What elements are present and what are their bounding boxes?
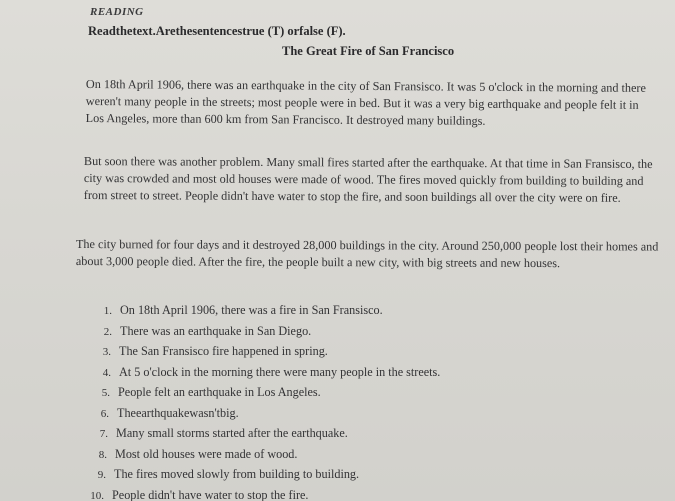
question-text: People didn't have water to stop the fire. xyxy=(112,487,309,501)
question-item xyxy=(84,465,440,486)
paragraph-3: The city burned for four days and it destroyed 28,000 buildings in the city. Around 250,000 people lost their homes and about 3,000 people died. After the fire, the people built a new city, with big streets and new houses. xyxy=(75,236,659,271)
question-item xyxy=(82,486,440,501)
question-text: At 5 o'clock in the morning there were many people in the streets. xyxy=(119,364,441,379)
question-number: 10. xyxy=(90,489,104,501)
paragraph-1: On 18th April 1906, there was an earthquake in the city of San Fransisco. It was 5 o'clock in the morning and there weren't many people in the streets; most people were in bed. But it was a very big earthquake and people felt it in Los Angeles, more than 600 km from San Francisco. It destroyed many buildings. xyxy=(85,76,646,128)
question-item xyxy=(88,383,440,404)
question-number: 1. xyxy=(103,305,112,317)
question-list xyxy=(88,301,440,501)
question-number: 6. xyxy=(100,407,109,420)
question-text: Theearthquakewasn'tbig. xyxy=(117,405,239,420)
question-text: There was an earthquake in San Diego. xyxy=(120,323,312,338)
question-text: Most old houses were made of wood. xyxy=(115,446,298,461)
question-text: People felt an earthquake in Los Angeles. xyxy=(118,385,321,399)
question-text: The San Fransisco fire happened in spring. xyxy=(119,344,328,358)
question-text: Many small storms started after the earthquake. xyxy=(116,426,348,440)
paragraph-2: But soon there was another problem. Many small fires started after the earthquake. At that time in San Fransisco, the city was crowded and most old houses were made of wood. The fires moved quickly from building to building and from street to street. People didn't have water to stop the fire, and soon buildings all over the city were on fire. xyxy=(83,153,653,205)
question-text: The fires moved slowly from building to building. xyxy=(114,467,360,481)
question-text: On 18th April 1906, there was a fire in San Fransisco. xyxy=(120,303,383,317)
question-number: 9. xyxy=(97,469,106,481)
text-title: The Great Fire of San Francisco xyxy=(282,44,455,58)
section-label: READING xyxy=(90,6,144,18)
question-number: 7. xyxy=(99,428,108,440)
question-item xyxy=(88,342,440,363)
question-item xyxy=(87,404,440,425)
instruction-text: Readthetext.Arethesentencestrue (T) orfalse (F). xyxy=(88,24,346,38)
question-item xyxy=(86,424,440,445)
question-number: 4. xyxy=(102,366,111,379)
question-number: 5. xyxy=(101,387,110,399)
question-item xyxy=(85,445,440,466)
question-item xyxy=(88,363,440,384)
question-number: 3. xyxy=(102,346,111,358)
question-item xyxy=(88,301,440,322)
question-number: 2. xyxy=(103,325,112,338)
question-item xyxy=(88,322,440,343)
question-number: 8. xyxy=(98,448,107,461)
